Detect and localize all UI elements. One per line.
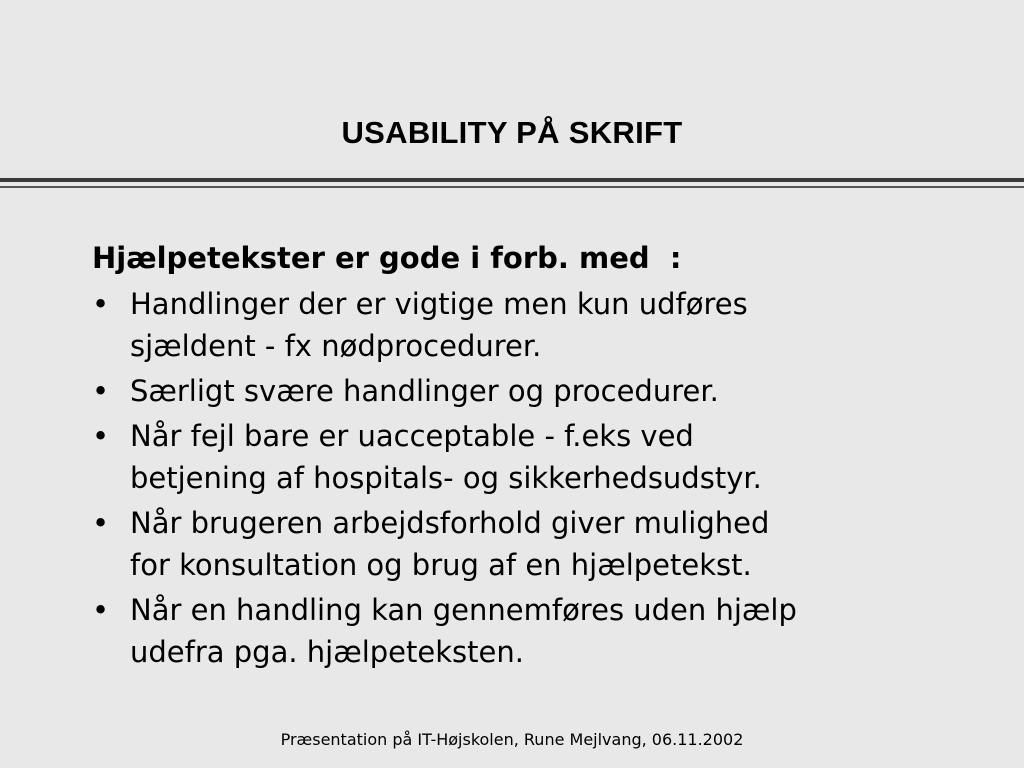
bullet-icon: • bbox=[92, 506, 110, 540]
bullet-icon: • bbox=[92, 374, 110, 408]
title-divider-thick bbox=[0, 178, 1024, 182]
bullet-item bbox=[92, 415, 972, 499]
bullet-text-line: Når en handling kan gennemføres uden hjælp bbox=[130, 593, 797, 627]
bullet-text-line: Når brugeren arbejdsforhold giver mulighed bbox=[130, 506, 770, 540]
slide-footer: Præsentation på IT-Højskolen, Rune Mejlvang, 06.11.2002 bbox=[280, 730, 744, 749]
bullet-list bbox=[92, 283, 972, 673]
bullet-item bbox=[92, 283, 972, 367]
slide-title: USABILITY PÅ SKRIFT bbox=[341, 115, 683, 150]
bullet-text-line: Når fejl bare er uacceptable - f.eks ved bbox=[130, 419, 694, 453]
bullet-item bbox=[92, 589, 972, 673]
bullet-text-line: Handlinger der er vigtige men kun udføres bbox=[130, 287, 748, 321]
bullet-icon: • bbox=[92, 419, 110, 453]
bullet-text-line: betjening af hospitals- og sikkerhedsudstyr. bbox=[130, 461, 762, 495]
bullet-item bbox=[92, 370, 972, 412]
bullet-icon: • bbox=[92, 287, 110, 321]
bullet-text-line: for konsultation og brug af en hjælpetekst. bbox=[130, 548, 752, 582]
slide-body bbox=[92, 236, 972, 673]
bullet-text-line: udefra pga. hjælpeteksten. bbox=[130, 635, 524, 669]
body-heading: Hjælpetekster er gode i forb. med : bbox=[92, 241, 682, 275]
title-divider-thin bbox=[0, 186, 1024, 188]
bullet-text-line: sjældent - fx nødprocedurer. bbox=[130, 329, 542, 363]
bullet-icon: • bbox=[92, 593, 110, 627]
bullet-text-line: Særligt svære handlinger og procedurer. bbox=[130, 374, 719, 408]
bullet-item bbox=[92, 502, 972, 586]
